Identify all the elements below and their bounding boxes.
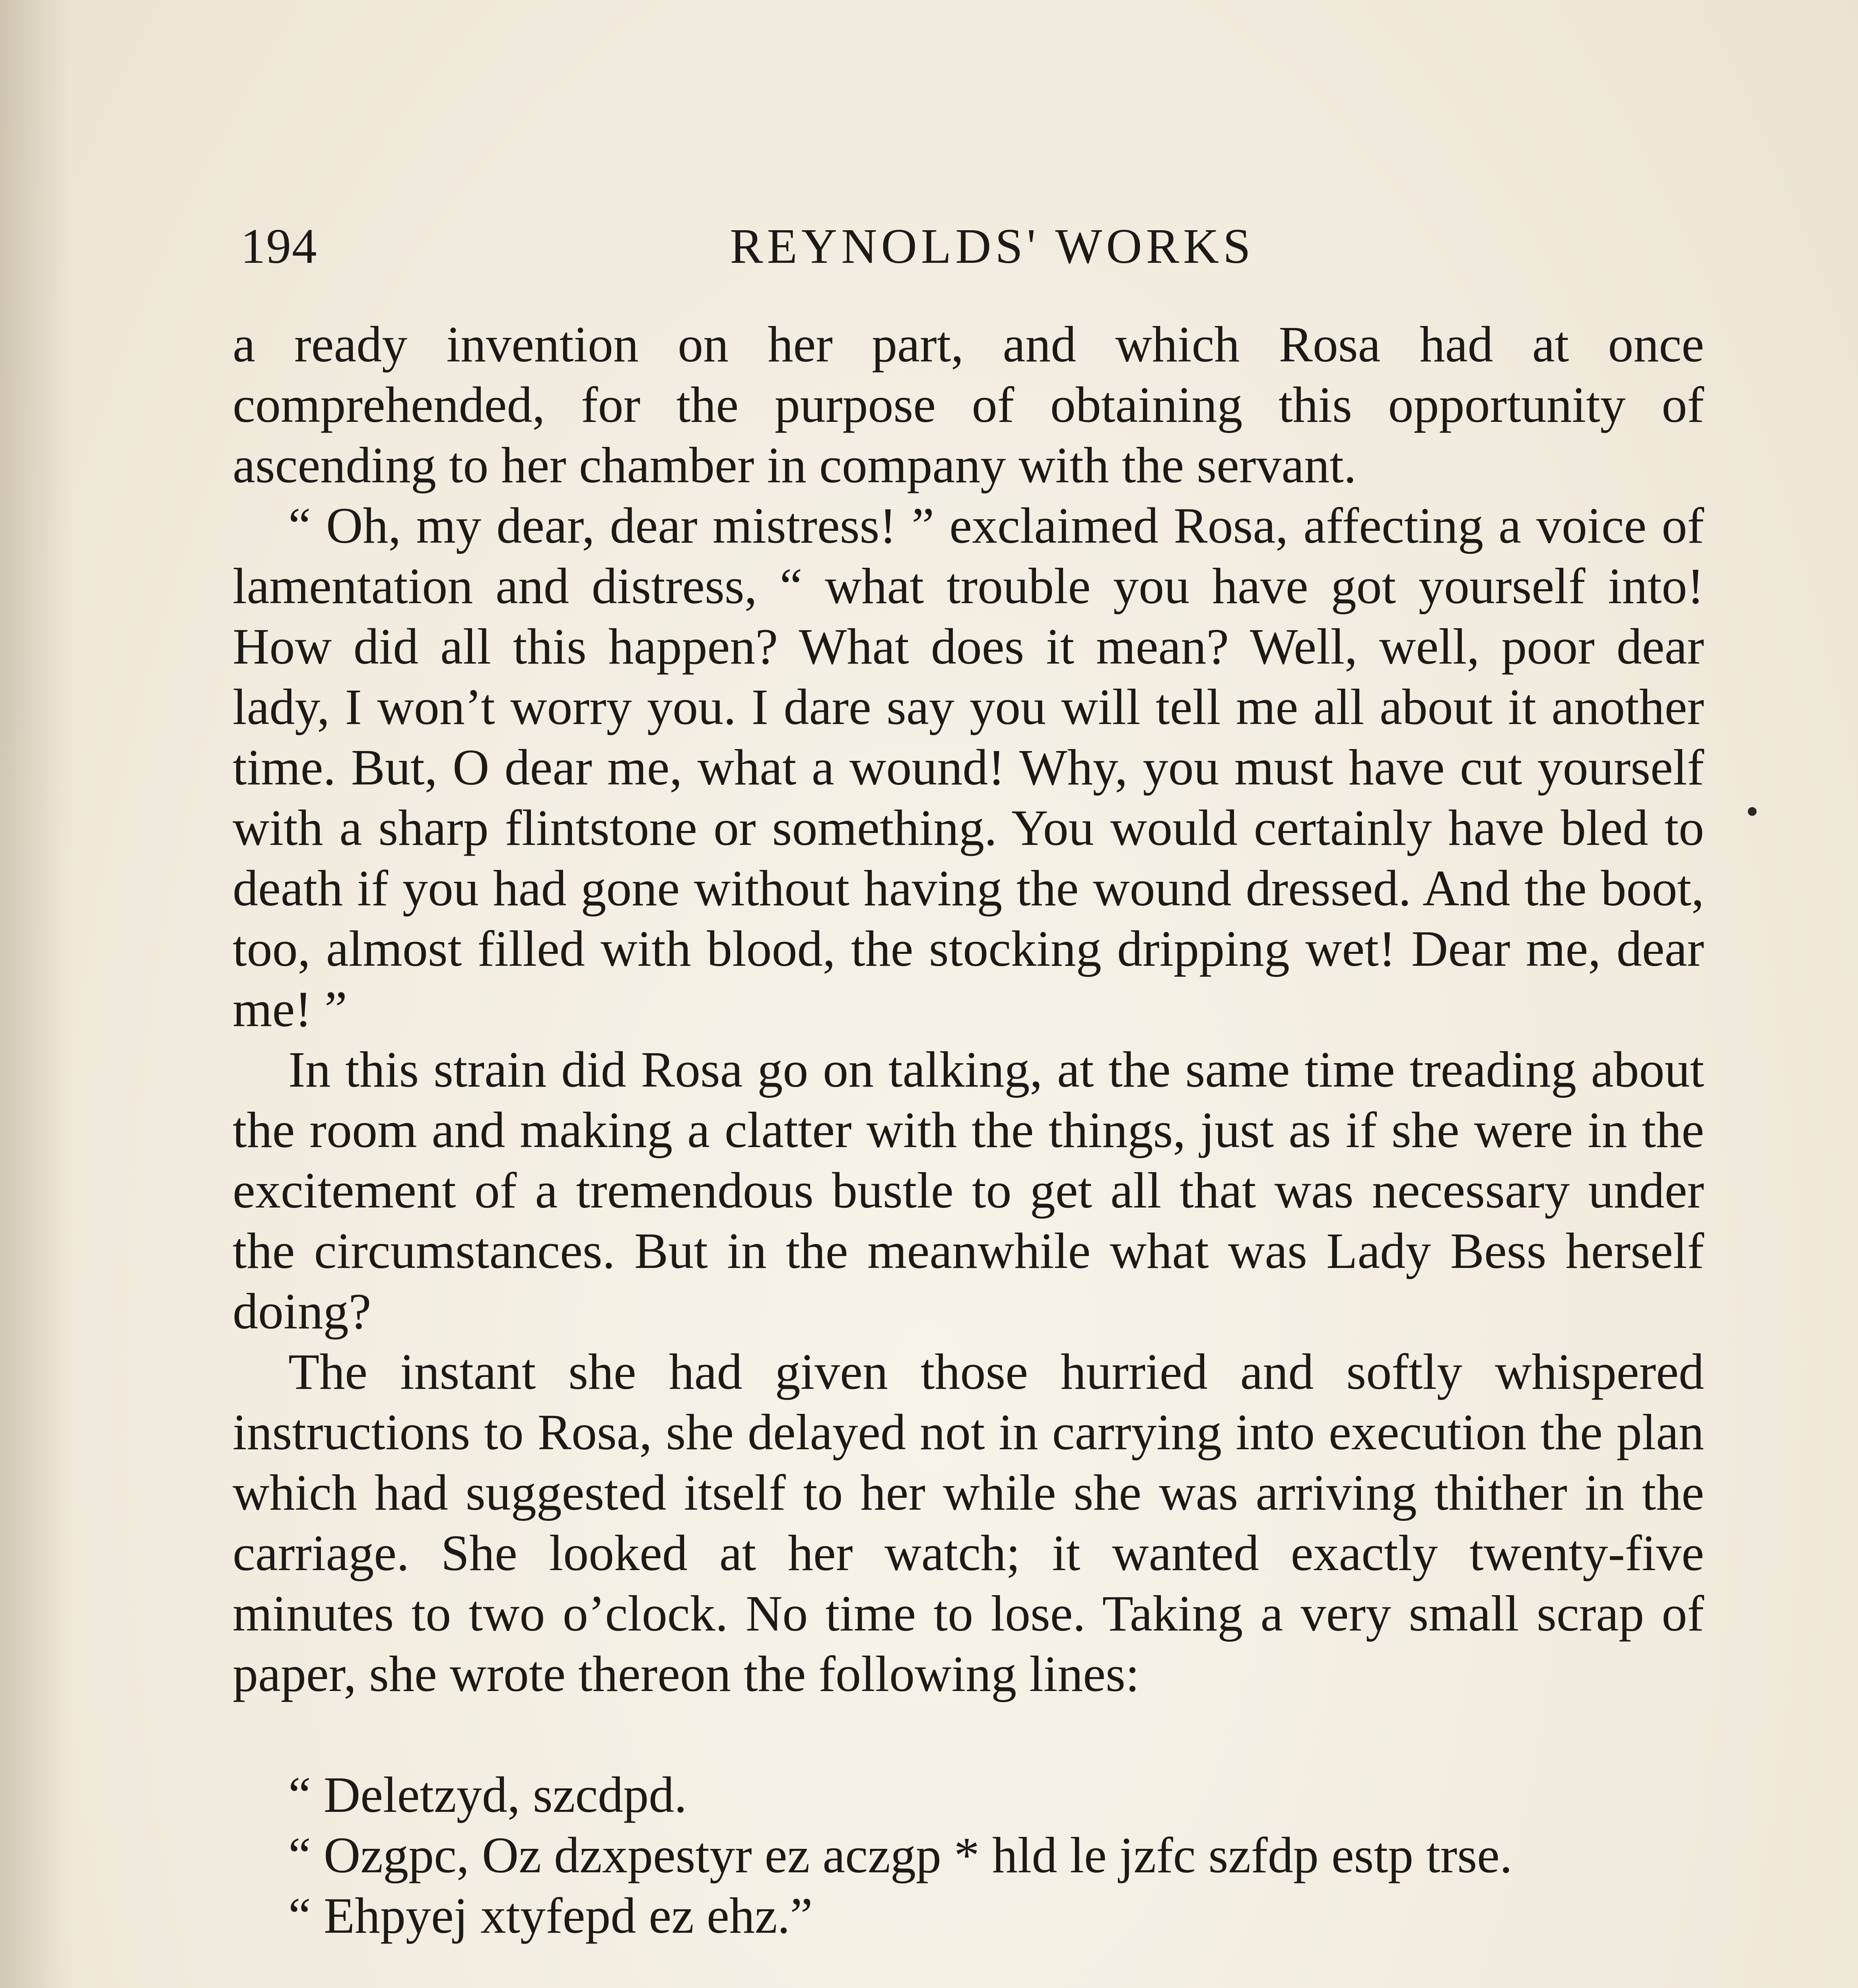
paragraph-rosa-talking: In this strain did Rosa go on talking, at the same time treading about the room and making a clatter with the things, just as if she were in the excitement of a tremendous bustle to get all that was necessary under the circumstances. But in the meanwhile what was Lady Bess herself doing?: [233, 1041, 1704, 1340]
cipher-line: “ Ehpyej xtyfepd ez ehz.”: [288, 1887, 813, 1944]
paragraph-continuation: a ready invention on her part, and which Rosa had at once comprehended, for the purpose of obtaining this opportunity of ascending to her chamber in company with the servant.: [233, 316, 1704, 493]
binding-shadow: [0, 0, 72, 1988]
page-number: 194: [241, 219, 318, 274]
ink-speck: [1748, 807, 1757, 816]
running-title: REYNOLDS' WORKS: [730, 219, 1255, 274]
cipher-message: [233, 1765, 1704, 1946]
paragraph-lady-bess-writes: The instant she had given those hurried and softly whispered instructions to Rosa, she delayed not in carrying into execution the plan which had suggested itself to her while she was arriving thither in the carriage. She looked at her watch; it wanted exactly twenty-five minutes to two o’clock. No time to lose. Taking a very small scrap of paper, she wrote thereon the following lines:: [233, 1343, 1704, 1702]
body-text: [233, 314, 1704, 1988]
paragraph-rosa-exclaims: “ Oh, my dear, dear mistress! ” exclaimed Rosa, affecting a voice of lamentation and distress, “ what trouble you have got yourself into! How did all this happen? What does it mean? Well, well, poor dear lady, I won’t worry you. I dare say you will tell me all about it another time. But, O dear me, what a wound! Why, you must have cut yourself with a sharp flintstone or something. You would certainly have bled to death if you had gone without having the wound dressed. And the boot, too, almost filled with blood, the stocking dripping wet! Dear me, dear me! ”: [233, 497, 1704, 1037]
cipher-line: “ Ozgpc, Oz dzxpestyr ez aczgp * hld le jzfc szfdp estp trse.: [288, 1827, 1512, 1883]
running-head: [241, 211, 1704, 282]
cipher-line: “ Deletzyd, szcdpd.: [288, 1767, 687, 1823]
